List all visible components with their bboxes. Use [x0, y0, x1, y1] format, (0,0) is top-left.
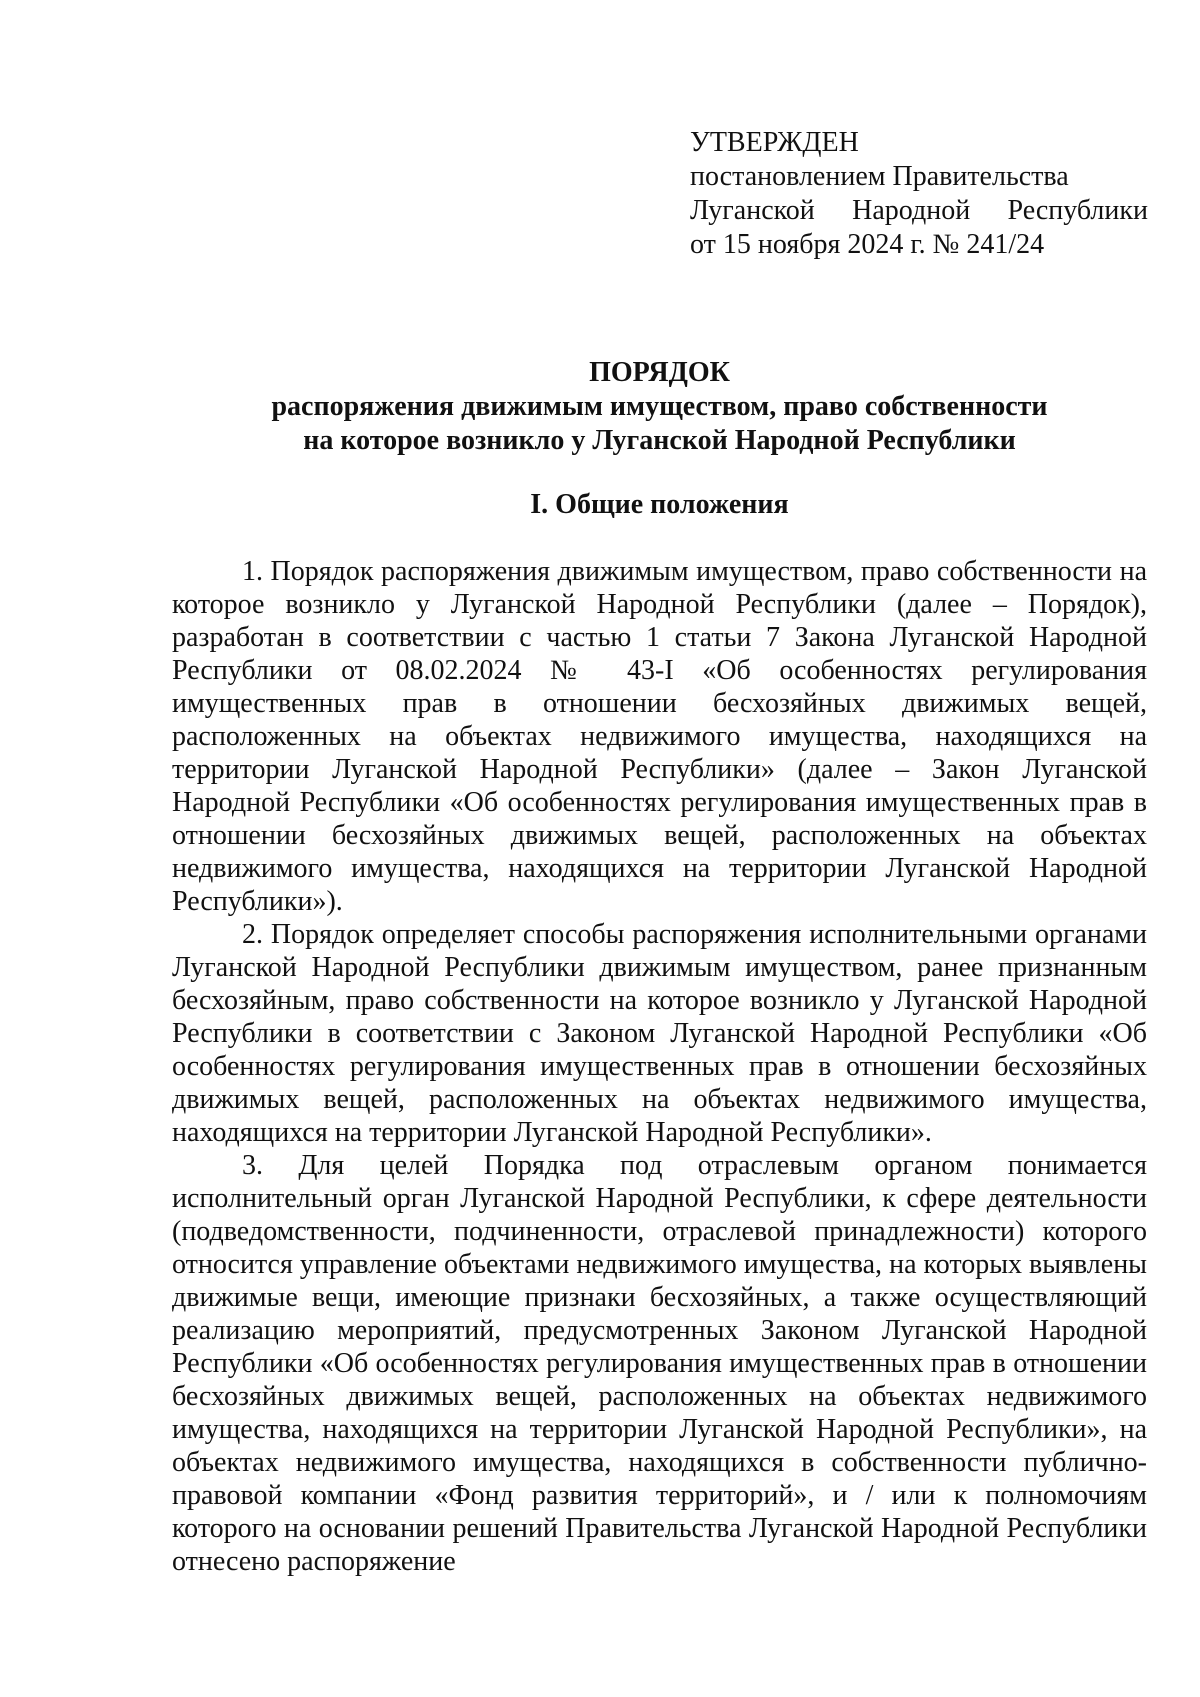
paragraph-3: 3. Для целей Порядка под отраслевым органом понимается исполнительный орган Луганской Народной Республики, к сфере деятельности (подведомственности, подчиненности, отраслевой принадлежности) которого относится управление объектами недвижимого имущества, на которых выявлены движимые вещи, имеющие признаки бесхозяйных, а также осуществляющий реализацию мероприятий, предусмотренных Законом Луганской Народной Республики «Об особенностях регулирования имущественных прав в отношении бесхозяйных движимых вещей, расположенных на объектах недвижимого имущества, находящихся на территории Луганской Народной Республики», на объектах недвижимого имущества, находящихся в собственности публично-правовой компании «Фонд развития территорий», и / или к полномочиям которого на основании решений Правительства Луганской Народной Республики отнесено распоряжение	[172, 1150, 1147, 1577]
document-title	[172, 356, 1147, 458]
approval-government-word: Республики	[1007, 195, 1148, 226]
title-line: ПОРЯДОК	[589, 357, 730, 388]
approval-resolution: постановлением Правительства	[690, 161, 1069, 192]
approval-government-word: Луганской	[690, 195, 815, 226]
approval-government-word: Народной	[852, 195, 971, 226]
title-line: на которое возникло у Луганской Народной Республики	[303, 425, 1016, 456]
section-heading: I. Общие положения	[530, 489, 789, 520]
title-line: распоряжения движимым имуществом, право собственности	[271, 391, 1048, 422]
paragraph-1: 1. Порядок распоряжения движимым имуществом, право собственности на которое возникло у Луганской Народной Республики (далее – Порядок), разработан в соответствии с частью 1 статьи 7 Закона Луганской Народной Республики от 08.02.2024 № 43-I «Об особенностях регулирования имущественных прав в отношении бесхозяйных движимых вещей, расположенных на объектах недвижимого имущества, находящихся на территории Луганской Народной Республики» (далее – Закон Луганской Народной Республики «Об особенностях регулирования имущественных прав в отношении бесхозяйных движимых вещей, расположенных на объектах недвижимого имущества, находящихся на территории Луганской Народной Республики»).	[172, 556, 1147, 917]
approval-stamp-block	[690, 126, 1148, 262]
document-body	[172, 555, 1147, 1578]
approval-date-number: от 15 ноября 2024 г. № 241/24	[690, 229, 1045, 260]
approval-status: УТВЕРЖДЕН	[690, 127, 859, 158]
approval-government	[690, 194, 1148, 228]
paragraph-2: 2. Порядок определяет способы распоряжения исполнительными органами Луганской Народной Республики движимым имуществом, ранее признанным бесхозяйным, право собственности на которое возникло у Луганской Народной Республики в соответствии с Законом Луганской Народной Республики «Об особенностях регулирования имущественных прав в отношении бесхозяйных движимых вещей, расположенных на объектах недвижимого имущества, находящихся на территории Луганской Народной Республики».	[172, 919, 1147, 1148]
